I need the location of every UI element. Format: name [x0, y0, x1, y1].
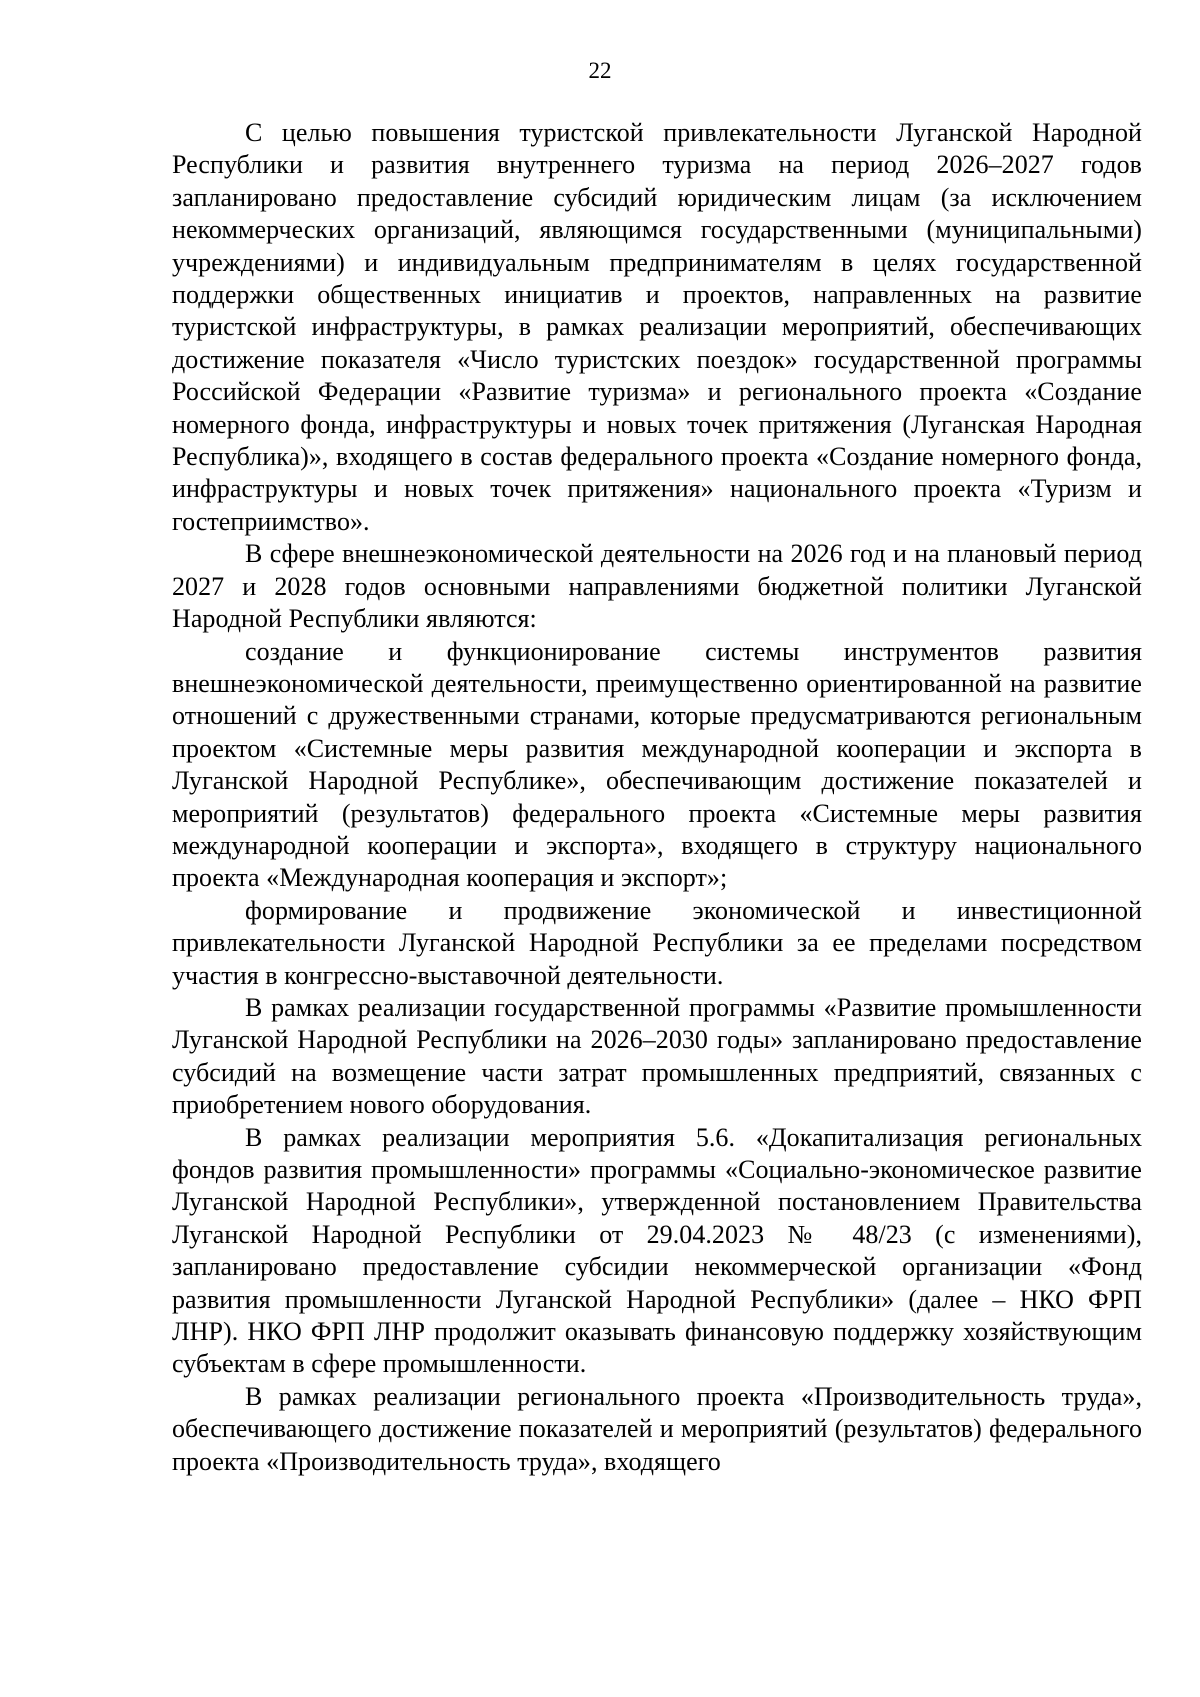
paragraph-foreign-economic-intro: В сфере внешнеэкономической деятельности на 2026 год и на плановый период 2027 и 2028 годов основными направлениями бюджетной политики Луганской Народной Республики являются: — [172, 539, 1142, 634]
paragraph-tourism-subsidies: С целью повышения туристской привлекательности Луганской Народной Республики и развития внутреннего туризма на период 2026–2027 годов запланировано предоставление субсидий юридическим лицам (за исключением некоммерческих организаций, являющимся государственными (муниципальными) учреждениями) и индивидуальным предпринимателям в целях государственной поддержки общественных инициатив и проектов, направленных на развитие туристской инфраструктуры, в рамках реализации мероприятий, обеспечивающих достижение показателя «Число туристских поездок» государственной программы Российской Федерации «Развитие туризма» и регионального проекта «Создание номерного фонда, инфраструктуры и новых точек притяжения (Луганская Народная Республика)», входящего в состав федерального проекта «Создание номерного фонда, инфраструктуры и новых точек притяжения» национального проекта «Туризм и гостеприимство». — [172, 118, 1142, 536]
paragraph-labor-productivity: В рамках реализации регионального проекта «Производительность труда», обеспечивающего достижение показателей и мероприятий (результатов) федерального проекта «Производительность труда», входящего — [172, 1381, 1142, 1476]
paragraph-investment-attractiveness: формирование и продвижение экономической и инвестиционной привлекательности Луганской Народной Республики за ее пределами посредством участия в конгрессно-выставочной деятельности. — [172, 895, 1142, 990]
paragraph-export-system: создание и функционирование системы инструментов развития внешнеэкономической деятельности, преимущественно ориентированной на развитие отношений с дружественными странами, которые предусматриваются региональным проектом «Системные меры развития международной кооперации и экспорта в Луганской Народной Республике», обеспечивающим достижение показателей и мероприятий (результатов) федерального проекта «Системные меры развития международной кооперации и экспорта», входящего в структуру национального проекта «Международная кооперация и экспорт»; — [172, 636, 1142, 893]
document-body — [172, 117, 1142, 1478]
paragraph-industry-program: В рамках реализации государственной программы «Развитие промышленности Луганской Народной Республики на 2026–2030 годы» запланировано предоставление субсидий на возмещение части затрат промышленных предприятий, связанных с приобретением нового оборудования. — [172, 992, 1142, 1120]
paragraph-industry-fund: В рамках реализации мероприятия 5.6. «Докапитализация региональных фондов развития промышленности» программы «Социально-экономическое развитие Луганской Народной Республики», утвержденной постановлением Правительства Луганской Народной Республики от 29.04.2023 № 48/23 (с изменениями), запланировано предоставление субсидии некоммерческой организации «Фонд развития промышленности Луганской Народной Республики» (далее – НКО ФРП ЛНР). НКО ФРП ЛНР продолжит оказывать финансовую поддержку хозяйствующим субъектам в сфере промышленности. — [172, 1122, 1142, 1379]
page-number: 22 — [588, 58, 612, 83]
